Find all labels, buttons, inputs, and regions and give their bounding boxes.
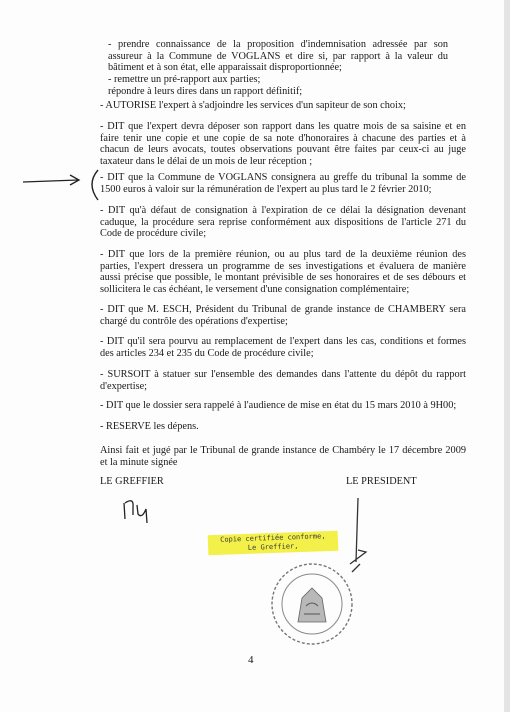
certification-highlight: [208, 531, 339, 556]
paragraph-caducite: - DIT qu'à défaut de consignation à l'expiration de ce délai la désignation devenant caduque, la procédure sera reprise conformément aux dispositions de l'article 271 du Code de procédure civile;: [100, 205, 466, 240]
paragraph-audience: - DIT que le dossier sera rappelé à l'audience de mise en état du 15 mars 2010 à 9H00;: [100, 400, 457, 411]
paragraph-sursoit: - SURSOIT à statuer sur l'ensemble des demandes dans l'attente du dépôt du rapport d'expertise;: [100, 369, 466, 392]
paragraph-depot-rapport: - DIT que l'expert devra déposer son rapport dans les quatre mois de sa saisine et en faire tenir une copie et une copie de sa note d'honoraires à chacune des parties et à chacun de leurs avocats, toutes observations pouvant être faites par ceux-ci au juge taxateur dans le délai de un mois de leur réception ;: [100, 121, 466, 167]
signature-label-president: LE PRESIDENT: [346, 476, 417, 487]
greffier-signature: [120, 495, 160, 525]
paragraph-depens: - RESERVE les dépens.: [100, 421, 199, 432]
paragraph-autorise: - AUTORISE l'expert à s'adjoindre les services d'un sapiteur de son choix;: [100, 100, 406, 111]
paragraph-remplacement: - DIT qu'il sera pourvu au remplacement de l'expert dans les cas, conditions et formes des articles 234 et 235 du Code de procédure civile;: [100, 336, 466, 359]
closing-statement: Ainsi fait et jugé par le Tribunal de grande instance de Chambéry le 17 décembre 2009 et la minute signée: [100, 445, 466, 468]
intro-item-3: répondre à leurs dires dans un rapport définitif;: [108, 86, 303, 97]
paragraph-consignation: - DIT que la Commune de VOGLANS consignera au greffe du tribunal la somme de 1500 euros à valoir sur la rémunération de l'expert au plus tard le 2 février 2010;: [100, 172, 466, 195]
handwritten-arrow-annotation: [18, 168, 113, 208]
certification-line-1: Copie certifiée conforme,: [220, 532, 326, 544]
intro-item-1: - prendre connaissance de la proposition d'indemnisation adressée par son assureur à la Commune de VOGLANS et dire si, par rapport à la valeur du bâtiment et à son état, elle apparaissait disproportionnée;: [108, 39, 448, 74]
tribunal-seal-stamp: [266, 560, 362, 648]
page-edge-shadow: [504, 0, 510, 712]
signature-label-greffier: LE GREFFIER: [100, 476, 164, 487]
certification-line-2: Le Greffier,: [247, 542, 299, 552]
intro-item-2: - remettre un pré-rapport aux parties;: [108, 74, 261, 85]
paragraph-programme: - DIT que lors de la première réunion, ou au plus tard de la deuxième réunion des parties, l'expert dressera un programme de ses investigations et évaluera de manière aussi précise que possible, le montant prévisible de ses honoraires et de ses débours et sollicitera le cas échéant, le versement d'une consignation complémentaire;: [100, 249, 466, 295]
page-number: 4: [248, 654, 254, 666]
paragraph-controle: - DIT que M. ESCH, Président du Tribunal de grande instance de CHAMBERY sera chargé du contrôle des opérations d'expertise;: [100, 304, 466, 327]
